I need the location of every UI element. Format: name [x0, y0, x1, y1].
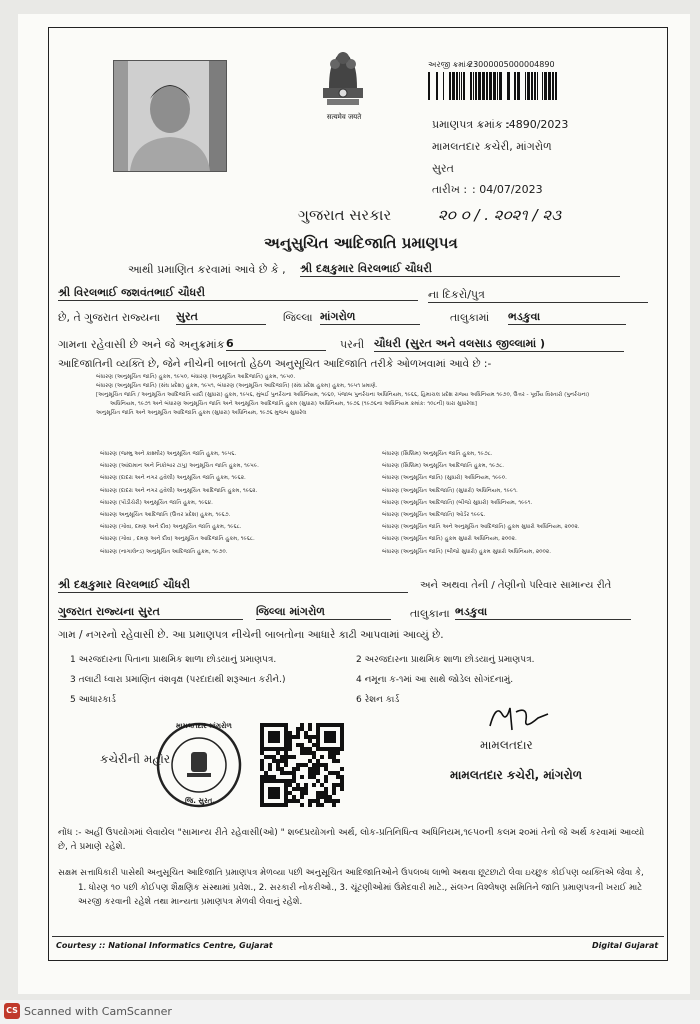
courtesy: Courtesy :: National Informatics Centre, Gujarat — [56, 941, 273, 950]
basis-item: 4 નમૂના ક-૧માં આ સાથે જોડેલ સોગંદનામું. — [356, 675, 514, 685]
applicant-photo — [113, 60, 227, 172]
certify-line: આથી પ્રમાણિત કરવામાં આવે છે કે , — [128, 263, 286, 276]
family-label: અને અથવા તેની / તેણીનો પરિવાર સામાન્ય રીતે — [420, 580, 612, 591]
act-item: બંધારણ (સિક્કિમ) અનુસૂચિત આદિજાતિ હુકમ, ૧૯૭૮. — [382, 463, 505, 470]
district-value: સુરત — [176, 310, 266, 325]
application-no: 23000005000004890 — [468, 60, 555, 69]
office-seal-label: કચેરીની મહોર — [100, 752, 171, 766]
signature — [482, 700, 552, 734]
act-item: બંધારણ (દાદરા અને નગર હવેલી) અનુસૂચિત આદિજાતિ હુકમ, ૧૯૬૨. — [100, 487, 258, 494]
act-line: બંધારણ (અનુસૂચિત જાતિ) હુકમ, ૧૯૫૦, બંધારણ (અનુસૂચિત આદિજાતિ) હુકમ, ૧૯૫૦. — [96, 374, 296, 380]
act-item: બંધારણ (અનુસૂચિત આદિજાતિ) ઓર્ડર ૧૯૯૬. — [382, 512, 486, 519]
father-name: શ્રી વિરલભાઈ જશવંતભાઈ ચૌધરી — [58, 286, 418, 301]
issue-date: : 04/07/2023 — [472, 183, 543, 196]
act-item: બંધારણ (અનુસૂચિત જાતિ) હુકમ સુધારો અધિનિયમ, ૨૦૦૨. — [382, 536, 517, 543]
basis-item: 1 અરજદારના પિતાના પ્રાથમિક શાળા છોડયાનું પ્રમાણપત્ર. — [70, 655, 277, 665]
act-item: બંધારણ (અનુસૂચિત જાતિ) (બીજો સુધારો) હુકમ સુધારો અધિનિયમ, ૨૦૦૨. — [382, 548, 551, 555]
taluka-label-2: તાલુકાના — [410, 607, 450, 620]
district-taluka-2: જિલ્લા માંગરોળ — [256, 605, 391, 620]
barcode — [428, 72, 562, 100]
son-underline — [428, 302, 648, 303]
basis-item: 6 રેશન કાર્ડ — [356, 695, 400, 705]
handwritten-number: ૨૦ ૦ / . ૨૦૨૧ / ૨૩ — [438, 206, 562, 224]
certificate-no: :4890/2023 — [505, 118, 569, 131]
district-label: જિલ્લા — [283, 311, 313, 324]
application-no-label: અરજી ક્રમાંક : — [428, 60, 477, 69]
acts-intro — [96, 373, 656, 418]
act-line: અધિનિયમ, ૧૯૭૧ અને બંધારણ અનુસૂચિત જાતિ અને અનુસૂચિત આદિજાતિ હુકમ (સુધારા) અધિનિયમ, ૧૯૭૬ (૧૯૭૬ના અધિનિયમ ક્રમાંક: ૧૦૮ની) ધારા સુધારેલા] — [110, 401, 477, 407]
declared-line: આદિજાતિની વ્યક્તિ છે, જેને નીચેની બાબતો હેઠળ અનુસૂચિત આદિજાતિ તરીકે ઓળખવામાં આવે છે :- — [58, 358, 492, 370]
act-line: [અનુસૂચિત જાતિ / અનુસૂચિત આદિજાતિ યાદી (સુધારા) હુકમ, ૧૯૫૬, મુંબઈ પુનર્રચના અધિનિયમ, ૧૯૬૦, પંજાબ પુનર્રચના અધિનિયમ, ૧૯૬૬, હિમાચલ પ્રદેશ રાજ્ય અધિનિયમ ૧૯૭૦, ઉત્તર - પૂર્વીય વિસ્તારો (પુનર્રચના) — [96, 392, 590, 398]
qr-code — [260, 723, 344, 807]
son-label: ના દિકરો/પુત્ર — [428, 288, 485, 301]
applicant-name-2: શ્રી દક્ષકુમાર વિરલભાઈ ચૌધરી — [58, 578, 408, 593]
act-item: બંધારણ (દાદરા અને નગર હવેલી) અનુસૂચિત જાતિ હુકમ, ૧૯૬૨. — [100, 475, 246, 482]
act-item: બંધારણ (નાગાલેન્ડ) અનુસૂચિત આદિજાતિ હુકમ, ૧૯૭૦. — [100, 548, 228, 555]
note: નોંધ :- અહીં ઉપયોગમાં લેવાયેલ "સામાન્ય રીતે રહેવાસી(ઓ) " શબ્દપ્રયોગનો અર્થ, લોક-પ્રતિનિધિત્વ અધિનિયમ,૧૯૫૦ની કલમ ૨૦માં તેનો જે અર્થ કરવામાં આવ્યો છે, તે પ્રમાણે રહેશે. — [58, 828, 645, 852]
certificate-no-label: પ્રમાણપત્ર ક્રમાંક : — [432, 118, 510, 131]
taluka-label: તાલુકામાં — [450, 311, 490, 324]
act-item: બંધારણ (અનુસૂચિત આદિજાતિ) (સુધારો) અધિનિયમ, ૧૯૯૧. — [382, 487, 518, 494]
applicant-name: શ્રી દક્ષકુમાર વિરલભાઈ ચૌધરી — [300, 262, 620, 277]
act-item: બંધારણ અનુસૂચિત આદિજાતિ (ઉત્તર પ્રદેશ) હુકમ, ૧૯૬૭. — [100, 512, 231, 519]
basis-item: 2 અરજદારના પ્રાથમિક શાળા છોડયાનું પ્રમાણપત્ર. — [356, 655, 535, 665]
office-seal-stamp — [156, 722, 242, 808]
footer-list: 1. ધોરણ ૧૦ પછી કોઈપણ શૈક્ષણિક સંસ્થામાં પ્રવેશ., 2. સરકારી નોકરીઓ., 3. ચૂંટણીઓમાં ઉમેદવારી માટે., સંલગ્ન વિશ્લેષણ સમિતિને જાતિ પ્રમાણપત્રની ખરાઈ માટે અરજી કરવાની રહેશે તથા માન્યતા પ્રમાણપત્ર મેળવી લેવાનું રહેશે. — [78, 883, 643, 907]
act-line: અનુસૂચિત જાતિ અને અનુસૂચિત આદિજાતિ હુકમ (સુધારા) અધિનિયમ, ૧૯૭૬ મુજબ સુધારેલ — [96, 410, 307, 416]
state-label: છે, તે ગુજરાત રાજ્યના — [58, 311, 161, 324]
basis-item: 5 આધારકાર્ડ — [70, 695, 116, 705]
act-item: બંધારણ (અનુસૂચિત જાતિ) (સુધારો) અધિનિયમ, ૧૯૯૦. — [382, 475, 507, 482]
seal-bottom-text: જિ. સુરત. — [185, 797, 215, 805]
caste-name: ચૌધરી (સુરત અને વલસાડ જીલ્લામાં ) — [374, 337, 624, 352]
footer-divider — [52, 936, 664, 937]
serial-entry: 6 — [226, 337, 326, 351]
digital-gujarat: Digital Gujarat — [592, 941, 659, 950]
act-line: બંધારણ (અનુસૂચિત જાતિ) (સંઘ પ્રદેશ) હુકમ, ૧૯૫૧, બંધારણ (અનુસૂચિત આદિજાતિ) (સંઘ પ્રદેશ હુકમ) હુકમ, ૧૯૫૧ પ્રમાણે. — [96, 383, 378, 389]
camscanner-logo-icon: CS — [4, 1003, 20, 1019]
national-emblem-icon — [315, 44, 371, 124]
act-item: બંધારણ (આંદામાન અને નિકોબાર ટાપુ) અનુસૂચિત જાતિ હુકમ, ૧૯૫૯. — [100, 463, 259, 470]
date-label: તારીખ : — [432, 183, 468, 196]
emblem-motto: सत्यमेव जयते — [326, 113, 362, 121]
act-item: બંધારણ (જમ્મુ અને કાશ્મીર) અનુસૂચિત જાતિ હુકમ, ૧૯૫૬. — [100, 451, 237, 457]
act-item: બંધારણ (પોંડીચેરી) અનુસૂચિત જાતિ હુકમ, ૧૯૬૪. — [100, 499, 213, 506]
act-item: બંધારણ (ગોવા, દમણ અને દીવ) અનુસૂચિત જાતિ હુકમ, ૧૯૬૮. — [100, 524, 242, 531]
signatory-office: મામલતદાર કચેરી, માંગરોળ — [450, 768, 583, 782]
act-item: બંધારણ (ગોવા , દમણ અને દીવ) અનુસૂચિત આદિજાતિ હુકમ, ૧૯૬૮. — [100, 536, 255, 543]
act-item: બંધારણ (સિક્કિમ) અનુસૂચિત જાતિ હુકમ, ૧૯૭૮. — [382, 451, 493, 457]
village-2: ભડકુવા — [455, 605, 631, 620]
act-item: બંધારણ (અનુસૂચિત આદિજાતિ) (બીજો સુધારો) અધિનિયમ, ૧૯૯૧. — [382, 499, 533, 506]
act-item: બંધારણ (અનુસૂચિત જાતિ અને અનુસૂચિત આદિજાતિ) હુકમ સુધારો અધિનિયમ, ૨૦૦૨. — [382, 524, 580, 531]
resident-line: ગામ / નગરનો રહેવાસી છે. આ પ્રમાણપત્ર નીચેની બાબતોના આધારે કાઢી આપવામાં આવ્યું છે. — [58, 629, 444, 641]
state-district-2: ગુજરાત રાજ્યના સુરત — [58, 605, 243, 620]
scanner-watermark: Scanned with CamScanner — [24, 1005, 172, 1018]
issuing-place: સુરત — [432, 162, 454, 175]
village-value: ભડકુવા — [508, 310, 626, 325]
basis-item: 3 તલાટી ધ્વારા પ્રમાણિત વંશવૃક્ષ (પરદાદાથી શરૂઆત કરીને.) — [70, 675, 286, 685]
footer-paragraph: સક્ષમ સત્તાધિકારી પાસેથી અનુસૂચિત આદિજાતિ પ્રમાણપત્ર મેળવ્યા પછી અનુસૂચિત આદિજાતિઓને ઉપલબ્ધ લાભો અથવા છૂટછાટો લેવા ઇચ્છુક કોઈપણ વ્યક્તિએ જેવા કે, — [58, 868, 644, 878]
acts-right-column — [382, 448, 662, 558]
certificate-title: અનુસુચિત આદિજાતિ પ્રમાણપત્ર — [264, 234, 458, 252]
taluka-value: માંગરોળ — [320, 310, 420, 325]
government-title: ગુજરાત સરકાર — [298, 206, 392, 224]
issuing-office: મામલતદાર કચેરી, માંગરોળ — [432, 140, 552, 153]
para-label: પરની — [340, 338, 365, 351]
seal-top-text: મામલતદાર માંગરોળ — [176, 722, 232, 730]
village-label: ગામના રહેવાસી છે અને જે અનુક્રમાંક — [58, 338, 225, 351]
signatory-title: મામલતદાર — [480, 738, 533, 752]
acts-left-column — [100, 448, 360, 558]
